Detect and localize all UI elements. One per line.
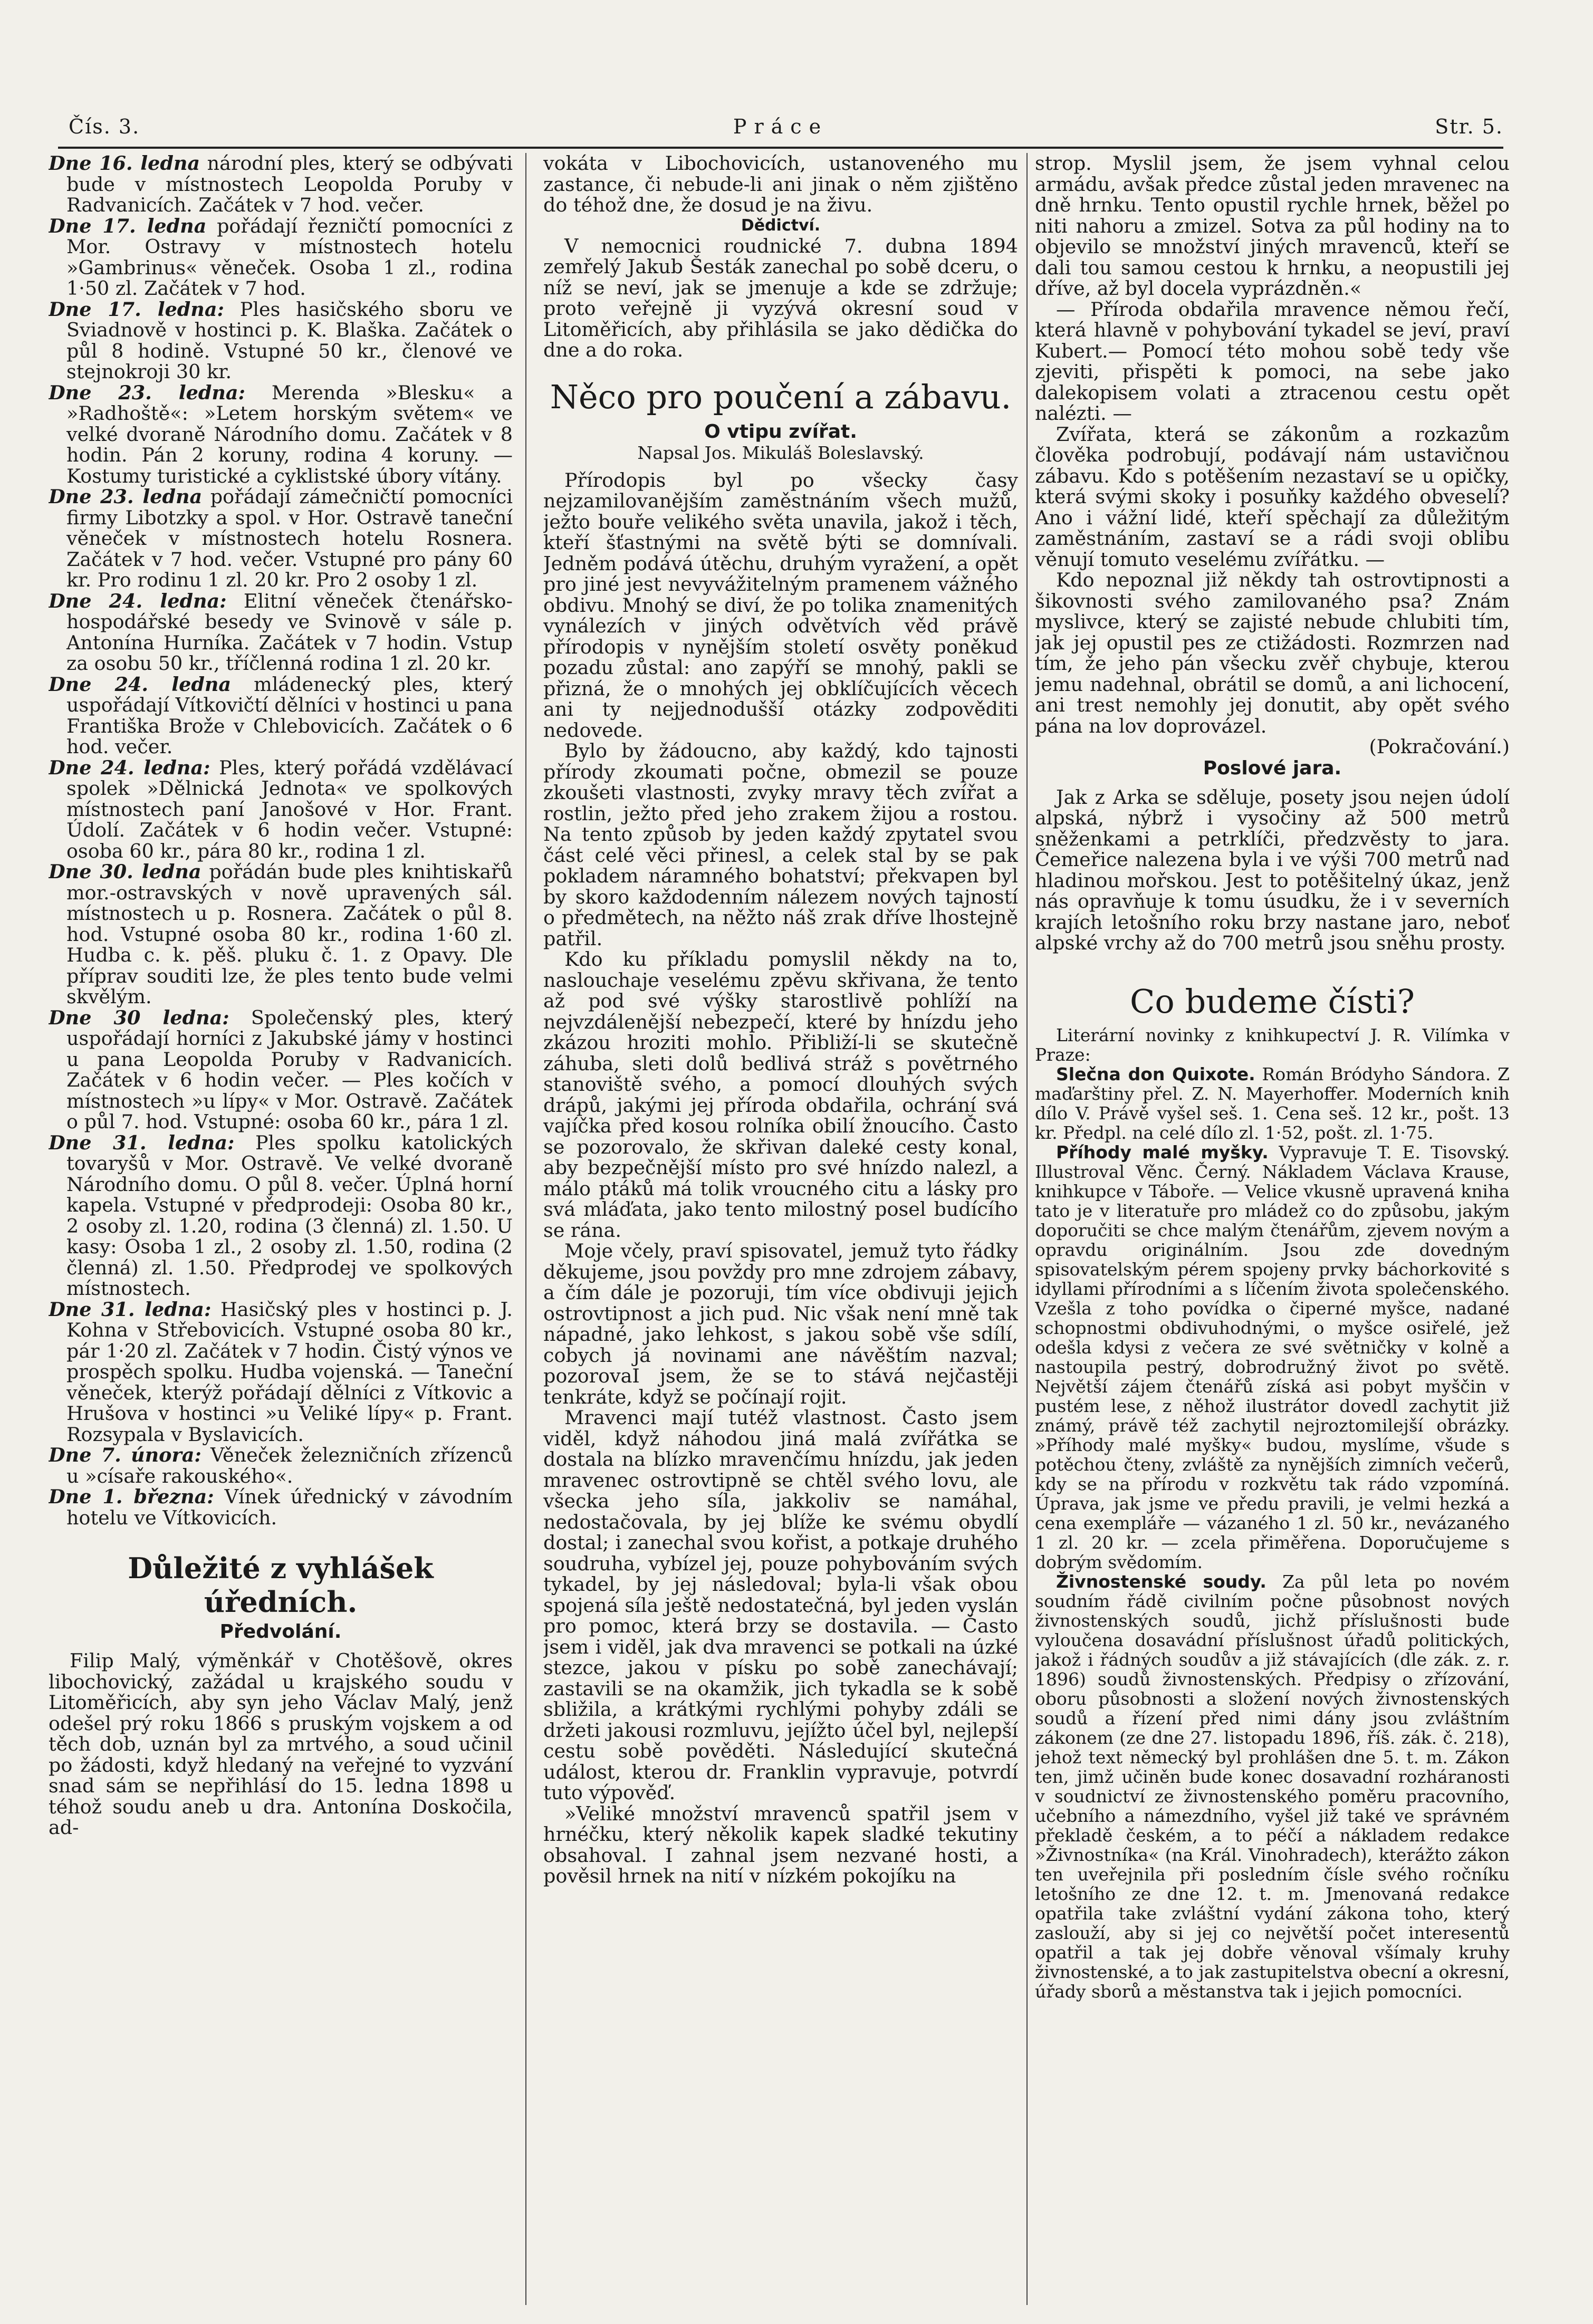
event-date: Dne 30. ledna — [49, 860, 201, 883]
book-list — [1035, 1064, 1510, 2001]
event-item — [49, 861, 513, 1007]
event-date: Dne 24. ledna: — [49, 589, 227, 612]
event-date: Dne 23. ledna: — [49, 381, 246, 404]
event-text: Merenda »Blesku« a »Radhoště«: »Letem horským světem« ve velké dvoraně Národního domu. Začátek v 8 hodin. Pán 2 koruny, rodina 4 koruny. — Kostumy turistické a cyklistské úbory vítány. — [66, 381, 513, 487]
book-description: Vypravuje T. E. Tisovský. Illustroval Věnc. Černý. Nákladem Václava Krause, knihkupce v Táboře. — Velice vkusně upravená kniha tato je v literatuře pro mládež co do způsobu, jakým doporučiti se chce malým čtenářům, zjevem novým a opravdu originálním. Jsou zde dovedným spisovatelským pérem spojeny prvky báchorkovité s idyllami přírodními a s líčením života společenského. Vzešla z toho povídka o čiperné myšce, nadané schopnostmi obdivuhodnými, o myšce osiřelé, jež odešla kdysi z večera ze své světničky v kolně a nastoupila pestrý, dobrodružný život po světě. Největší zájem čtenářů získá asi pobyt myščin v pustém lese, z něhož ilustrátor dovedl zachytit již známý, právě též zachytil nejroztomilejší obrázky. »Příhody malé myšky« budou, myslíme, všude s potěchou čteny, zvláště za nynějších zimních večerů, kdy se na přírodu v rozkvětu tak rádo vzpomíná. Úprava, jak jsme ve předu pravili, je velmi hezká a cena exempláře — vázaného 1 zl. 50 kr., nevázaného 1 zl. 20 kr. — zcela přiměřena. Doporučujeme s dobrým svědomím. — [1035, 1141, 1510, 1572]
reading-intro: Literární novinky z knihkupectví J. R. Vilímka v Praze: — [1035, 1024, 1510, 1065]
event-date: Dne 17. ledna: — [49, 297, 224, 321]
event-text: Elitní věneček čtenářsko-hospodářské besedy ve Svinově v sále p. Antonína Hurníka. Začátek v 7 hodin. Vstup za osobu 50 kr., tříčlenná rodina 1 zl. 20 kr. — [66, 589, 513, 675]
subheading-spring: Poslové jara. — [1203, 757, 1342, 779]
event-text: národní ples, který se odbývati bude v místnostech Leopolda Poruby v Radvanicích. Začátek v 7 hod. večer. — [66, 153, 513, 216]
subheading-summons: Předvolání. — [219, 1621, 342, 1643]
newspaper-title: Práce — [733, 115, 829, 138]
book-entry — [1035, 1064, 1510, 1142]
inheritance-paragraph: V nemocnici roudnické 7. dubna 1894 zemřelý Jakub Šesták zanechal po sobě dceru, o níž se neví, jak se jmenuje a kde se zdržuje; proto veřejně ji vyzývá okresní soud v Litoměřicích, aby přihlásila se jako dědička do dne a do roka. — [543, 234, 1018, 361]
subheading-inheritance: Dědictví. — [741, 216, 821, 235]
event-item — [49, 382, 513, 487]
event-item — [49, 1486, 513, 1528]
book-description: Za půl leta po novém soudním řádě civilním počne působnost nových živnostenských soudů, jichž příslušnosti bude vyloučena dosavádní příslušnost úřadů politických, jakož i řádných soudův a již stávajících (dle zák. z. r. 1896) soudů živnostenských. Předpisy o zřízování, oboru působnosti a složení nových živnostenských soudů a řízení před nimi dány jsou zvláštním zákonem (ze dne 27. listopadu 1896, říš. zák. č. 218), jehož text německý byl prohlášen dne 5. t. m. Zákon ten, jimž učiněn bude konec dosavadní rozháranosti v soudnictví ze živnostenského poměru pracovního, učebního a námezdního, vyšel již také ve správném překladě českém, a to péčí a nákladem redakce »Živnostníka« (na Král. Vinohradech), kterážto zákon ten uveřejnila při posledním čísle svého ročníku letošního ze dne 12. t. m. Jmenovaná redakce opatřila take zvláštní vydání zákona toho, který zaslouží, aby si jej co největší počet interesentů opatřil a tak jej dobře věnoval všímaly kruhy živnostenské, a to jak zastupitelstva obecní a okresní, úřady sborů a městanstva tak i jejich pomocníci. — [1035, 1571, 1510, 2002]
issue-number: Čís. 3. — [69, 115, 140, 138]
event-date: Dne 30 ledna: — [49, 1006, 229, 1029]
event-item — [49, 1007, 513, 1132]
book-title: Příhody malé myšky. — [1056, 1141, 1269, 1163]
event-text: Ples, který pořádá vzdělávací spolek »Dělnická Jednota« ve spolkových místnostech paní Janošové v Hor. Frant. Údolí. Začátek v 6 hodin večer. Vstupné: osoba 60 kr., pára 80 kr., rodina 1 zl. — [66, 756, 513, 862]
article-paragraph: Kdo nepoznal již někdy tah ostrovtipnosti a šikovnosti svého zamilovaného psa? Znám myslivce, který se zajisté nebude chlubiti tím, jak jej opustil pes ze ctižádosti. Rozmrzen nad tím, že jeho pán všecku zvěř chybuje, kterou jemu nadehnal, obrátil se domů, a ani lichocení, ani trest nemohly jej donutit, aby opět svého pána na lov doprovázel. — [1035, 569, 1510, 737]
event-item — [49, 591, 513, 674]
column-divider — [525, 153, 526, 2305]
event-text: mládenecký ples, který uspořádají Vítkovičtí dělníci v hostinci u pana Františka Brože v Chlebovicích. Začátek o 6 hod. večer. — [66, 673, 513, 758]
header-rule — [58, 147, 1503, 149]
event-date: Dne 7. února: — [49, 1444, 201, 1466]
event-date: Dne 17. ledna — [49, 214, 207, 237]
book-title: Živnostenské soudy. — [1056, 1571, 1266, 1592]
event-text: Věneček železničních zřízenců u »císaře rakouského«. — [66, 1444, 513, 1487]
event-text: pořádají řezničtí pomocníci z Mor. Ostravy v místnostech hotelu »Gambrinus« věneček. Osoba 1 zl., rodina 1·50 zl. Začátek v 7 hod. — [66, 214, 513, 300]
column-divider — [1026, 153, 1028, 2305]
column-2 — [543, 153, 1018, 2305]
article-paragraph: Kdo ku příkladu pomyslil někdy na to, naslouchaje veselému zpěvu skřivana, že tento až pod své výšky starostlivě pohlíží na nejvzdálenější nebezpečí, které by hnízdu jeho zkázou hroziti mohlo. Přibliží-li se skutečně záhuba, sleti dolů bedlivá stráž s povětrného stanoviště svého, a pomocí dlouhých svých drápů, jakými jej příroda obdařila, ochrání svá vajíčka před kosou rolníka obilí žnoucího. Často se pozorovalo, že skřivan daleké cesty konal, aby bezpečnější místo pro své hnízdo nalezl, a málo ptáků má tolik vroucného citu a lásky pro svá mláďata, jako tento milostný posel budícího se rána. — [543, 948, 1018, 1242]
event-item — [49, 153, 513, 216]
book-description: Román Bródyho Sándora. Z maďarštiny přel. Z. N. Mayerhoffer. Moderních knih dílo V. Právě vyšel seš. 1. Cena seš. 12 kr., pošt. 13 kr. Předpl. na celé dílo zl. 1·52, pošt. zl. 1·75. — [1035, 1063, 1510, 1143]
article-paragraph: Bylo by žádoucno, aby každý, kdo tajnosti přírody zkoumati počne, obmezil se pouze zkoušeti vlastnosti, zvyky mravy těch zvířat a rostlin, ježto před jeho zrakem žijou a rostou. Na tento způsob by jeden každý zpytatel svou část celé věci přinesl, a celek stal by se pak pokladem náramného bohatství; překvapen byl by skoro každodenním nálezem nových tajností o předmětech, na něžto náš zrak dříve lhostejně patřil. — [543, 740, 1018, 950]
article-paragraph: Přírodopis byl po všecky časy nejzamilovanějším zaměstnáním všech mužů, ježto bouře velikého světa unavila, jakož i těch, kteří šťastnými na světě býti se domnívali. Jedněm podává útěchu, druhým vyražení, a opět pro jiné jest nevyvážitelným pramenem vážného obdivu. Mnohý se diví, že po tolika znamenitých vynálezích v jiných odvětvích věd právě přírodopis v nynějším století osvěty poněkud pozadu zůstal: ano zapýří se mnohý, pakli se přizná, že o mnohých jej obklíčujících věcech ani ty nejjednodušší otázky zodpověditi nedovede. — [543, 468, 1018, 742]
summons-continuation: vokáta v Libochovicích, ustanoveného mu zastance, či nebude-li ani jinak o něm zjištěno do téhož dne, že dosud je na živu. — [543, 153, 1018, 216]
book-entry — [1035, 1142, 1510, 1572]
event-item — [49, 674, 513, 757]
event-item — [49, 299, 513, 382]
event-item — [49, 1132, 513, 1299]
article-paragraph: Zvířata, která se zákonům a rozkazům člověka podrobují, podávají nám ustavičnou zábavu. Kdo s potěšením nezastaví se u opičky, která svými skoky i posuňky každého obveselí? Ano i vážní lidé, kteří spěchají za důležitým zaměstnáním, zastaví se a rádi svoji oblibu věnují tomuto veselému zvířátku. — — [1035, 422, 1510, 571]
book-entry — [1035, 1572, 1510, 2001]
article-paragraph: »Veliké množství mravenců spatřil jsem v hrnéčku, který několik kapek sladké tekutiny obsahoval. I zahnal jsem nezvané hosti, a pověsil hrnek na nití v nízkém pokojíku na — [543, 1802, 1018, 1887]
column-1 — [49, 153, 513, 2305]
section-heading-reading: Co budeme čísti? — [1129, 982, 1415, 1021]
article-body — [543, 470, 1018, 1887]
article-paragraph: Moje včely, praví spisovatel, jemuž tyto řádky děkujeme, jsou povždy pro mne zdrojem zábavy, a čím dále je pozoruji, tím více obdivuji jejich ostrovtipnost a jich pud. Nic však není mně tak nápadné, jako lehkost, s jakou sobě vše sdílí, cobych já novinami ane návěštím nazval; pozorovaI jsem, že se to stává nejčastěji tenkráte, když se počínají rojit. — [543, 1240, 1018, 1408]
section-heading-official: Důležité z vyhlášek úředních. — [128, 1551, 434, 1619]
event-item — [49, 486, 513, 591]
event-date: Dne 24. ledna — [49, 673, 232, 696]
event-date: Dne 1. března: — [49, 1485, 214, 1508]
to-be-continued: (Pokračování.) — [1369, 735, 1510, 758]
article-paragraph: — Příroda obdařila mravence němou řečí, která hlavně v pohybování tykadel se jeví, praví Kubert.— Pomocí této mohou sobě tedy vše zjeviti, přispěti k pomoci, na sebe jako dalekopisem volati a ztracenou cestu opět nalézti. — — [1035, 297, 1510, 425]
event-item — [49, 1445, 513, 1486]
event-item — [49, 757, 513, 862]
section-heading-entertainment: Něco pro poučení a zábavu. — [550, 377, 1012, 416]
article-byline: Napsal Jos. Mikuláš Boleslavský. — [637, 442, 924, 463]
page-header — [58, 115, 1503, 147]
event-text: Vínek úřednický v závodním hotelu ve Vítkovicích. — [66, 1485, 513, 1529]
event-date: Dne 23. ledna — [49, 485, 203, 508]
event-text: Společenský ples, který uspořádají horníci z Jakubské jámy v hostinci u pana Leopolda Poruby v Radvanicích. Začátek v 6 hodin večer. — Ples kočích v místnostech »u lípy« v Mor. Ostravě. Začátek o půl 7. hod. Vstupné: osoba 60 kr., pára 1 zl. — [66, 1006, 513, 1133]
event-text: Ples spolku katolických tovaryšů v Mor. Ostravě. Ve velké dvoraně Národního domu. O půl 8. večer. Úplná horní kapela. Vstupné v předprodeji: Osoba 80 kr., 2 osoby zl. 1.20, rodina (3 členná) zl. 1.50. U kasy: Osoba 1 zl., 2 osoby zl. 1.50, rodina (2 členná) zl. 1.50. Předprodej ve spolkových místnostech. — [66, 1131, 513, 1300]
event-date: Dne 24. ledna: — [49, 756, 210, 779]
summons-paragraph: Filip Malý, výměnkář v Chotěšově, okres libochovický, zažádal u krajského soudu v Litoměřicích, aby syn jeho Václav Malý, jenž odešel prý roku 1866 s pruským vojskem a od těch dob, uznán byl za mrtvého, a soud učinil po žádosti, když hledaný na veřejné to vyzvání snad sám se nepřihlásí do 15. ledna 1898 u téhož soudu aneb u dra. Antonína Doskočila, ad- — [49, 1649, 513, 1839]
event-item — [49, 216, 513, 299]
article-title: O vtipu zvířat. — [704, 420, 857, 443]
column-3 — [1035, 153, 1510, 2305]
article-paragraph: Mravenci mají tutéž vlastnost. Často jsem viděl, když náhodou jiná malá zvířátka se dostala na blízko mravenčímu hnízdu, jak jeden mravenec ostrovtipně se chtěl svého lovu, ale všecka jeho síla, jakkoliv se namáhal, nedostačovala, by jej blíže ke svému obydlí dostal; i zanechal svou kořist, a potkaje druhého soudruha, vybízel jej, pouze pohybováním svých tykadel, by jej následoval; byla-li však obou spojená síla ještě nedostatečná, byl jeden vyslán pro pomoc, která brzy se dostavila. — Často jsem i viděl, jak dva mravenci se potkali na úzké stezce, jakou v písku po sobě zanechávají; zastavili se na okamžik, jich tykadla se k sobě sbližila, a krátkými rychlými pohyby zdáli se držeti jakousi rozmluvu, jejížto účel byl, nejlepší cestu sobě pověděti. Následující skutečná událost, kterou dr. Franklin vypravuje, potvrdí tuto výpověď. — [543, 1406, 1018, 1804]
events-list — [49, 153, 513, 1528]
event-text: pořádají zámečničtí pomocníci firmy Libotzky a spol. v Hor. Ostravě taneční věneček v místnostech hotelu Rosnera. Začátek v 7 hod. večer. Vstupné pro pány 60 kr. Pro rodinu 1 zl. 20 kr. Pro 2 osoby 1 zl. — [66, 485, 513, 591]
event-text: Hasičský ples v hostinci p. J. Kohna v Střebovicích. Vstupné osoba 80 kr., pár 1·20 zl. Začátek v 7 hodin. Čistý výnos ve prospěch spolku. Hudba vojenská. — Taneční věneček, kterýž pořádají dělníci z Vítkovic a Hrušova v hostinci »u Veliké lípy« p. Frant. Rozsypala v Byslavicích. — [66, 1298, 513, 1446]
book-title: Slečna don Quixote. — [1056, 1063, 1255, 1084]
event-date: Dne 31. ledna: — [49, 1131, 235, 1154]
event-text: Ples hasičského sboru ve Sviadnově v hostinci p. K. Blaška. Začátek o půl 8 hodině. Vstupné 50 kr., členové ve stejnokroji 30 kr. — [66, 297, 513, 383]
spring-paragraph: Jak z Arka se sděluje, posety jsou nejen údolí alpská, nýbrž i vysočiny až 500 metrů sněženkami a petrklíči, předzvěsty to jara. Čemeřice nalezena byla i ve výši 700 metrů nad hladinou mořskou. Jest to potěšitelný úkaz, jenž nás opravňuje k tomu úsudku, že i v severních krajích letošního roku brzy nastane jaro, neboť alpské vrchy až do 700 metrů jsou sněhu prosty. — [1035, 785, 1510, 954]
event-date: Dne 31. ledna: — [49, 1298, 212, 1321]
event-item — [49, 1299, 513, 1445]
event-text: pořádán bude ples knihtiskařů mor.-ostravských v nově upravených sál. místnostech u p. Rosnera. Začátek o půl 8. hod. Vstupné osoba 80 kr., rodina 1·60 zl. Hudba c. k. pěš. pluku č. 1. z Opavy. Dle příprav souditi lze, že ples tento bude velmi skvělým. — [66, 860, 513, 1008]
page-number: Str. 5. — [1435, 115, 1503, 138]
event-date: Dne 16. ledna — [49, 153, 200, 175]
article-continuation: strop. Myslil jsem, že jsem vyhnal celou armádu, avšak předce zůstal jeden mravenec na dně hrnku. Tento opustil rychle hrnek, běžel po niti nahoru a zmizel. Sotva za půl hodiny na to objevilo se množství jiných mravenců, kteří se dali tou samou cestou k hrnku, a neopustili jej dříve, až byl docela vyprázdněn.« — [1035, 153, 1510, 300]
